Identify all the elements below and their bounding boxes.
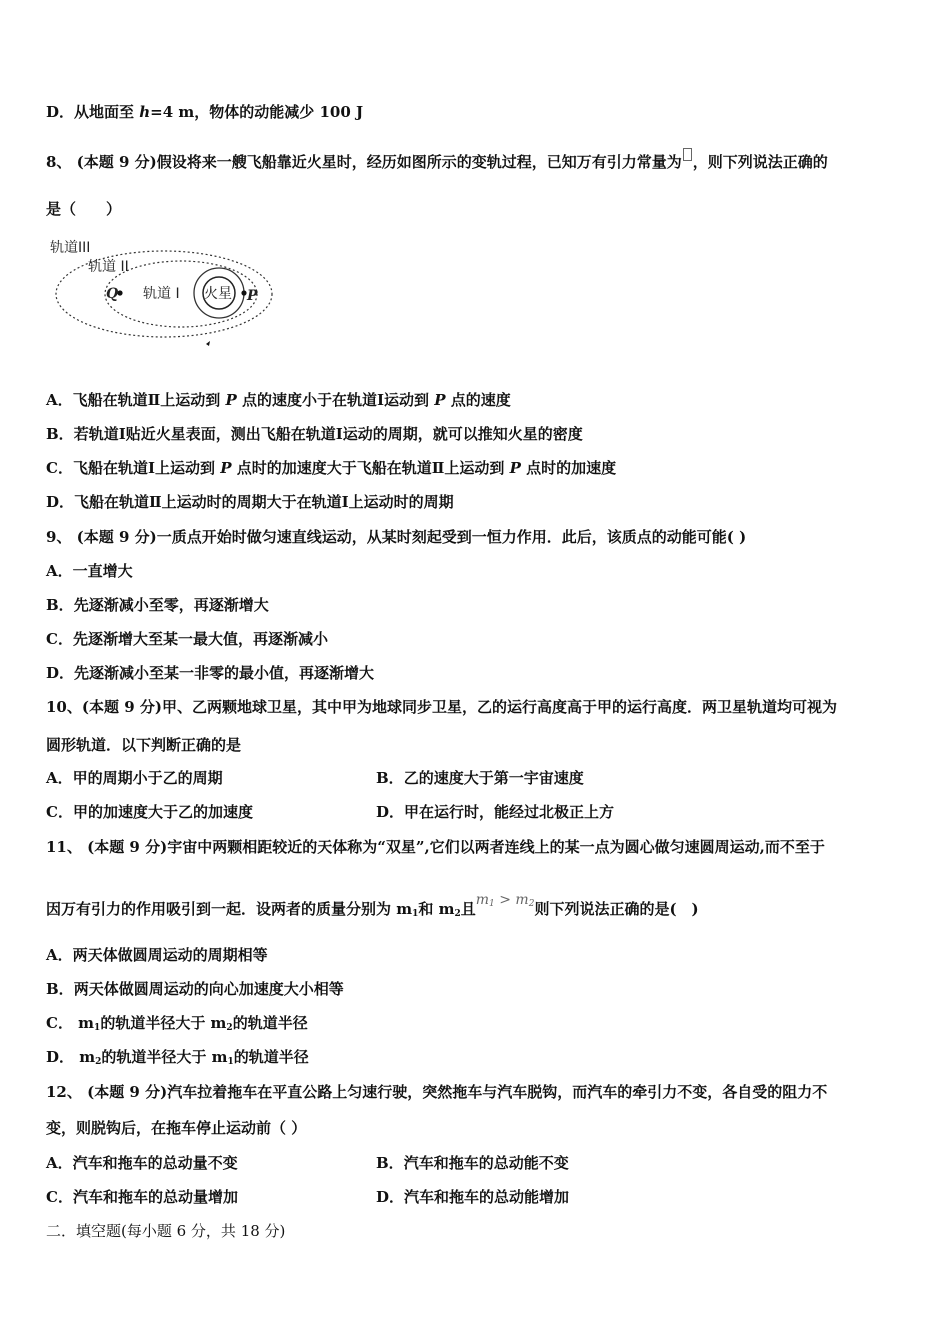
q12-option-d: D．汽车和拖车的总动能增加 bbox=[376, 1188, 570, 1206]
q9-option-c: C．先逐渐增大至某一最大值，再逐渐减小 bbox=[46, 630, 328, 648]
q8-option-a: A．飞船在轨道Ⅱ上运动到 P 点的速度小于在轨道Ⅰ运动到 P 点的速度 bbox=[46, 391, 511, 409]
label-q: Q bbox=[106, 286, 119, 302]
q11-option-d: D． $m_2$的轨道半径大于 $m_1$的轨道半径 bbox=[46, 1048, 309, 1067]
q9-option-a: A．一直增大 bbox=[46, 562, 133, 580]
question-8-stem-cont: 是（ ） bbox=[46, 200, 122, 218]
q10-option-d: D．甲在运行时，能经过北极正上方 bbox=[376, 803, 615, 821]
q8-option-d: D．飞船在轨道Ⅱ上运动时的周期大于在轨道Ⅰ上运动时的周期 bbox=[46, 493, 454, 511]
label-orbit-i: 轨道 I bbox=[143, 286, 180, 302]
q8-option-b: B．若轨道Ⅰ贴近火星表面，测出飞船在轨道Ⅰ运动的周期，就可以推知火星的密度 bbox=[46, 425, 583, 443]
label-orbit-iii: 轨道III bbox=[50, 240, 91, 256]
question-12-stem-cont: 变，则脱钩后，在拖车停止运动前（ ） bbox=[46, 1119, 307, 1137]
q12-option-b: B．汽车和拖车的总动能不变 bbox=[376, 1154, 569, 1172]
question-10-stem: 10、(本题 9 分)甲、乙两颗地球卫星，其中甲为地球同步卫星，乙的运行高度高于甲的运行高度．两卫星轨道均可视为 bbox=[46, 698, 837, 716]
question-12-stem: 12、 (本题 9 分)汽车拉着拖车在平直公路上匀速行驶，突然拖车与汽车脱钩，而汽车的牵引力不变，各自受的阻力不 bbox=[46, 1083, 828, 1101]
q9-option-d: D．先逐渐减小至某一非零的最小值，再逐渐增大 bbox=[46, 664, 375, 682]
q12-option-c: C．汽车和拖车的总动量增加 bbox=[46, 1188, 238, 1206]
q12-option-a: A．汽车和拖车的总动量不变 bbox=[46, 1154, 238, 1172]
label-orbit-ii: 轨道 II bbox=[88, 259, 129, 275]
option-d-prev: D．从地面至 h=4 m，物体的动能减少 100 J bbox=[46, 103, 364, 121]
question-10-stem-cont: 圆形轨道．以下判断正确的是 bbox=[46, 736, 242, 754]
label-p: P bbox=[247, 288, 258, 304]
q9-option-b: B．先逐渐减小至零，再逐渐增大 bbox=[46, 596, 269, 614]
mass-inequality: $m_1 > m_2$ bbox=[475, 892, 535, 909]
direction-arrow-icon bbox=[206, 341, 210, 346]
missing-symbol-icon bbox=[683, 148, 692, 161]
question-8-stem: 8、 (本题 9 分)假设将来一艘飞船靠近火星时，经历如图所示的变轨过程，已知万有引力常量为 ，则下列说法正确的 bbox=[46, 148, 828, 172]
q10-option-c: C．甲的加速度大于乙的加速度 bbox=[46, 803, 253, 821]
orbit-diagram bbox=[46, 232, 276, 357]
point-p-dot bbox=[241, 290, 246, 295]
section-2-title: 二．填空题(每小题 6 分，共 18 分) bbox=[46, 1222, 286, 1240]
question-11-stem-cont: 因万有引力的作用吸引到一起．设两者的质量分别为 $m_1$和 $m_2$且$m_1 > m_2$则下列说法正确的是( ) bbox=[46, 892, 699, 919]
label-mars: 火星 bbox=[204, 286, 232, 302]
q11-option-a: A．两天体做圆周运动的周期相等 bbox=[46, 946, 268, 964]
q10-option-a: A．甲的周期小于乙的周期 bbox=[46, 769, 223, 787]
q11-option-b: B．两天体做圆周运动的向心加速度大小相等 bbox=[46, 980, 344, 998]
q8-option-c: C．飞船在轨道Ⅰ上运动到 P 点时的加速度大于飞船在轨道Ⅱ上运动到 P 点时的加速度 bbox=[46, 459, 617, 477]
q11-option-c: C． $m_1$的轨道半径大于 $m_2$的轨道半径 bbox=[46, 1014, 308, 1033]
question-11-stem: 11、 (本题 9 分)宇宙中两颗相距较近的天体称为“双星”,它们以两者连线上的某一点为圆心做匀速圆周运动,而不至于 bbox=[46, 838, 825, 856]
q10-option-b: B．乙的速度大于第一宇宙速度 bbox=[376, 769, 584, 787]
question-9-stem: 9、 (本题 9 分)一质点开始时做匀速直线运动，从某时刻起受到一恒力作用．此后，该质点的动能可能( ) bbox=[46, 528, 747, 546]
